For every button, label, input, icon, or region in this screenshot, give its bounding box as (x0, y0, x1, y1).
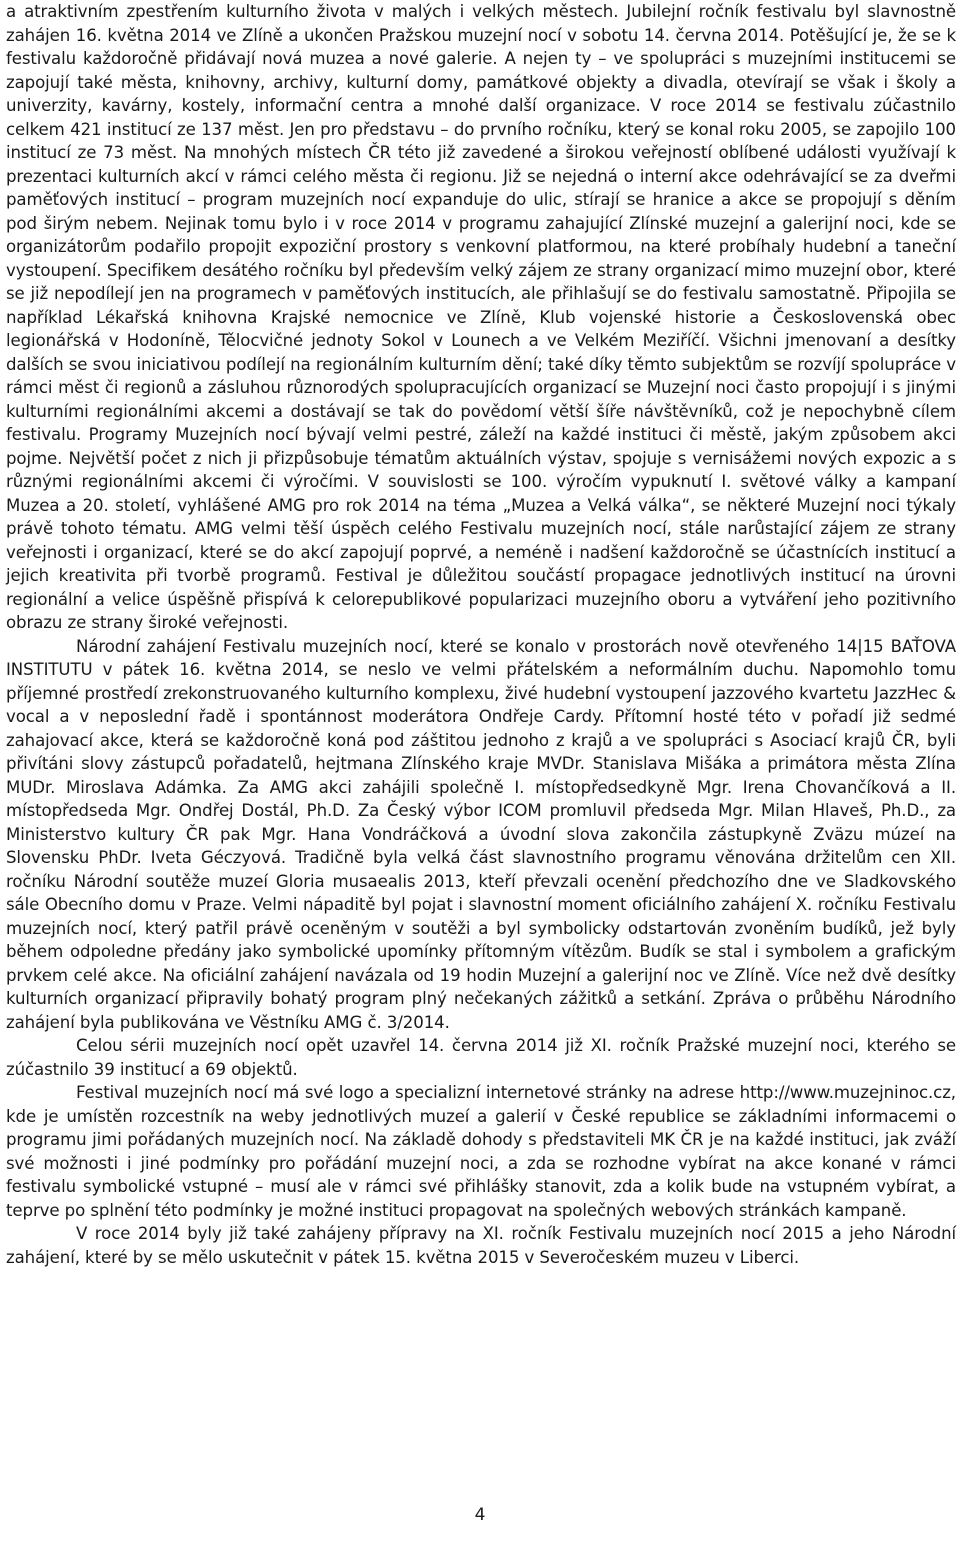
paragraph-national-opening: Národní zahájení Festivalu muzejních nocí, které se konalo v prostorách nově otevřeného 14|15 BAŤOVA INSTITUTU v pátek 16. května 2014, se neslo ve velmi přátelském a neformálním duchu. Napomohlo tomu příjemné prostředí zrekonstruovaného kulturního komplexu, živé hudební vystoupení jazzového kvartetu JazzHec & vocal a v neposlední řadě i spontánnost moderátora Ondřeje Cardy. Přítomní hosté této v pořadí již sedmé zahajovací akce, která se každoročně koná pod záštitou jednoho z krajů a ve spolupráci s Asociací krajů ČR, byli přivítáni slovy zástupců pořadatelů, hejtmana Zlínského kraje MVDr. Stanislava Mišáka a primátora města Zlína MUDr. Miroslava Adámka. Za AMG akci zahájili společně I. místopředsedkyně Mgr. Irena Chovančíková a II. místopředseda Mgr. Ondřej Dostál, Ph.D. Za Český výbor ICOM promluvil předseda Mgr. Milan Hlaveš, Ph.D., za Ministerstvo kultury ČR pak Mgr. Hana Vondráčková a úvodní slova zakončila zástupkyně Zväzu múzeí na Slovensku PhDr. Iveta Géczyová. Tradičně byla velká část slavnostního programu věnována držitelům cen XII. ročníku Národní soutěže muzeí Gloria musaealis 2013, kteří převzali ocenění předchozího dne ve Sladkovského sále Obecního domu v Praze. Velmi nápaditě byl pojat i slavnostní moment oficiálního zahájení X. ročníku Festivalu muzejních nocí, který patřil právě oceněným v soutěži a byl symbolicky odstartován zvoněním budíků, jež byly během odpoledne předány jako symbolické upomínky přítomným vítězům. Budík se stal i symbolem a grafickým prvkem celé akce. Na oficiální zahájení navázala od 19 hodin Muzejní a galerijní noc ve Zlíně. Více než dvě desítky kulturních organizací připravily bohatý program plný nečekaných zážitků a setkání. Zpráva o průběhu Národního zahájení byla publikována ve Věstníku AMG č. 3/2014. (6, 636, 956, 1032)
paragraph-festival-website: Festival muzejních nocí má své logo a specializní internetové stránky na adrese http://www.muzejninoc.cz, kde je umístěn rozcestník na weby jednotlivých muzeí a galerií v České republice se základními informacemi o programu jimi pořádaných muzejních nocí. Na základě dohody s představiteli MK ČR je na každé instituci, jak zváží své možnosti i jiné podmínky pro pořádání muzejní noci, a zda se rozhodne vybírat na akce konané v rámci festivalu symbolické vstupné – musí ale v rámci své přihlášky stanovit, zda a kolik bude na vstupném vybírat, a teprve po splnění této podmínky je možné instituci propagovat na společných webových stránkách kampaně. (6, 1083, 956, 1220)
page-number: 4 (474, 1505, 486, 1525)
paragraph-prague-night: Celou sérii muzejních nocí opět uzavřel 14. června 2014 již XI. ročník Pražské muzejní noci, kterého se zúčastnilo 39 institucí a 69 objektů. (6, 1036, 956, 1079)
document-page (6, 0, 956, 1269)
paragraph-preparations-2015: V roce 2014 byly již také zahájeny přípravy na XI. ročník Festivalu muzejních nocí 2015 a jeho Národní zahájení, které by se mělo uskutečnit v pátek 15. května 2015 v Severočeském muzeu v Liberci. (6, 1224, 956, 1267)
paragraph-intro: a atraktivním zpestřením kulturního života v malých i velkých městech. Jubilejní ročník festivalu byl slavnostně zahájen 16. května 2014 ve Zlíně a ukončen Pražskou muzejní nocí v sobotu 14. června 2014. Potěšující je, že se k festivalu každoročně přidávají nová muzea a nové galerie. A nejen ty – ve spolupráci s muzejními institucemi se zapojují také města, knihovny, archivy, kulturní domy, památkové objekty a divadla, otevírají se však i školy a univerzity, kavárny, kostely, informační centra a mnohé další organizace. V roce 2014 se festivalu zúčastnilo celkem 421 institucí ze 137 měst. Jen pro představu – do prvního ročníku, který se konal roku 2005, se zapojilo 100 institucí ze 73 měst. Na mnohých místech ČR této již zavedené a širokou veřejností oblíbené události využívají k prezentaci kulturních akcí v rámci celého města či regionu. Již se nejedná o interní akce odehrávající se za dveřmi paměťových institucí – program muzejních nocí expanduje do ulic, stírají se hranice a akce se propojují s děním pod širým nebem. Nejinak tomu bylo i v roce 2014 v programu zahajující Zlínské muzejní a galerijní noci, kde se organizátorům podařilo propojit expoziční prostory s venkovní platformou, na které probíhaly hudební a taneční vystoupení. Specifikem desátého ročníku byl především velký zájem ze strany organizací mimo muzejní obor, které se již nepodílejí jen na programech v paměťových institucích, ale přihlašují se do festivalu samostatně. Připojila se například Lékařská knihovna Krajské nemocnice ve Zlíně, Klub vojenské historie a Československá obec legionářská v Hodoníně, Tělocvičné jednoty Sokol v Lounech a ve Velkém Meziříčí. Všichni jmenovaní a desítky dalších se svou iniciativou podílejí na regionálním kulturním dění; také díky těmto subjektům se rozvíjí spolupráce v rámci měst či regionů a zásluhou různorodých spolupracujících organizací se Muzejní noci často propojují i s jinými kulturními regionálními akcemi a dostávají se tak do povědomí větší šíře návštěvníků, což je nepochybně cílem festivalu. Programy Muzejních nocí bývají velmi pestré, záleží na každé instituci či městě, jakým způsobem akci pojme. Největší počet z nich ji přizpůsobuje tématům aktuálních výstav, spojuje s vernisážemi nových expozic a s různými regionálními akcemi či výročími. V souvislosti se 100. výročím vypuknutí I. světové války a kampaní Muzea a 20. století, vyhlášené AMG pro rok 2014 na téma „Muzea a Velká válka“, se některé Muzejní noci týkaly právě tohoto tématu. AMG velmi těší úspěch celého Festivalu muzejních nocí, stále narůstající zájem ze strany veřejnosti i organizací, které se do akcí zapojují poprvé, a neméně i nadšení každoročně se účastnících institucí a jejich kreativita při tvorbě programů. Festival je důležitou součástí propagace jednotlivých institucí na úrovni regionální a velice úspěšně přispívá k celorepublikové popularizaci muzejního oboru a vytváření jeho pozitivního obrazu ze strany široké veřejnosti. (6, 2, 956, 632)
